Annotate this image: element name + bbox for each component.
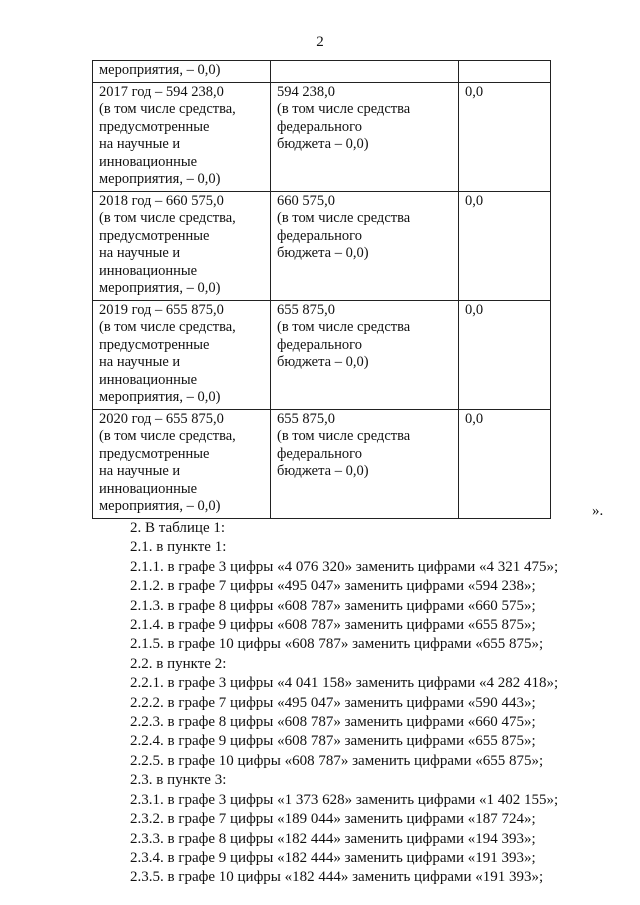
amendment-item: 2. В таблице 1: (130, 520, 226, 536)
table-row (93, 191, 551, 300)
table-cell-other (459, 61, 551, 83)
budget-table (92, 60, 551, 519)
table-cell-period: 2017 год – 594 238,0 (в том числе средства, предусмотренные на научные и инновационные мероприятия, – 0,0) (93, 82, 271, 191)
amendment-item: 2.2.3. в графе 8 цифры «608 787» заменить цифрами «660 475»; (130, 714, 536, 731)
amendment-item: 2.2. в пункте 2: (130, 655, 227, 672)
amendment-item: 2.2.5. в графе 10 цифры «608 787» заменить цифрами «655 875»; (130, 752, 544, 769)
table-cell-other: 0,0 (459, 191, 551, 300)
amendment-item: 2.3.2. в графе 7 цифры «189 044» заменить цифрами «187 724»; (130, 811, 536, 828)
table-cell-other: 0,0 (459, 300, 551, 409)
table-cell-other: 0,0 (459, 409, 551, 518)
table-cell-federal: 655 875,0 (в том числе средства федерального бюджета – 0,0) (271, 409, 459, 518)
amendment-item: 2.3.5. в графе 10 цифры «182 444» заменить цифрами «191 393»; (130, 869, 544, 886)
amendment-item: 2.1.1. в графе 3 цифры «4 076 320» заменить цифрами «4 321 475»; (130, 558, 559, 575)
amendment-list (130, 519, 558, 888)
table-cell-other: 0,0 (459, 82, 551, 191)
table-cell-period: мероприятия, – 0,0) (93, 61, 271, 83)
page-number: 2 (316, 34, 324, 50)
amendment-item: 2.1.3. в графе 8 цифры «608 787» заменить цифрами «660 575»; (130, 597, 536, 614)
amendment-item: 2.3.4. в графе 9 цифры «182 444» заменить цифрами «191 393»; (130, 849, 536, 866)
amendment-item: 2.3.3. в графе 8 цифры «182 444» заменить цифрами «194 393»; (130, 830, 536, 847)
table-cell-federal: 660 575,0 (в том числе средства федерального бюджета – 0,0) (271, 191, 459, 300)
amendment-item: 2.1. в пункте 1: (130, 539, 227, 556)
table-cell-period: 2019 год – 655 875,0 (в том числе средства, предусмотренные на научные и инновационные мероприятия, – 0,0) (93, 300, 271, 409)
table-row (93, 300, 551, 409)
table-cell-federal: 594 238,0 (в том числе средства федерального бюджета – 0,0) (271, 82, 459, 191)
amendment-item: 2.3.1. в графе 3 цифры «1 373 628» заменить цифрами «1 402 155»; (130, 791, 559, 808)
amendment-item: 2.1.5. в графе 10 цифры «608 787» заменить цифрами «655 875»; (130, 636, 544, 653)
table-row (93, 409, 551, 518)
table-cell-federal: 655 875,0 (в том числе средства федерального бюджета – 0,0) (271, 300, 459, 409)
table-cell-federal (271, 61, 459, 83)
closing-quote: ». (592, 503, 604, 519)
amendment-item: 2.1.2. в графе 7 цифры «495 047» заменить цифрами «594 238»; (130, 578, 536, 595)
amendment-item: 2.2.1. в графе 3 цифры «4 041 158» заменить цифрами «4 282 418»; (130, 675, 559, 692)
table-cell-period: 2020 год – 655 875,0 (в том числе средства, предусмотренные на научные и инновационные мероприятия, – 0,0) (93, 409, 271, 518)
table-row (93, 82, 551, 191)
amendment-item: 2.2.4. в графе 9 цифры «608 787» заменить цифрами «655 875»; (130, 733, 536, 750)
amendment-item: 2.1.4. в графе 9 цифры «608 787» заменить цифрами «655 875»; (130, 617, 536, 634)
amendment-item: 2.2.2. в графе 7 цифры «495 047» заменить цифрами «590 443»; (130, 694, 536, 711)
amendment-item: 2.3. в пункте 3: (130, 772, 227, 789)
table-cell-period: 2018 год – 660 575,0 (в том числе средства, предусмотренные на научные и инновационные мероприятия, – 0,0) (93, 191, 271, 300)
table-row (93, 61, 551, 83)
